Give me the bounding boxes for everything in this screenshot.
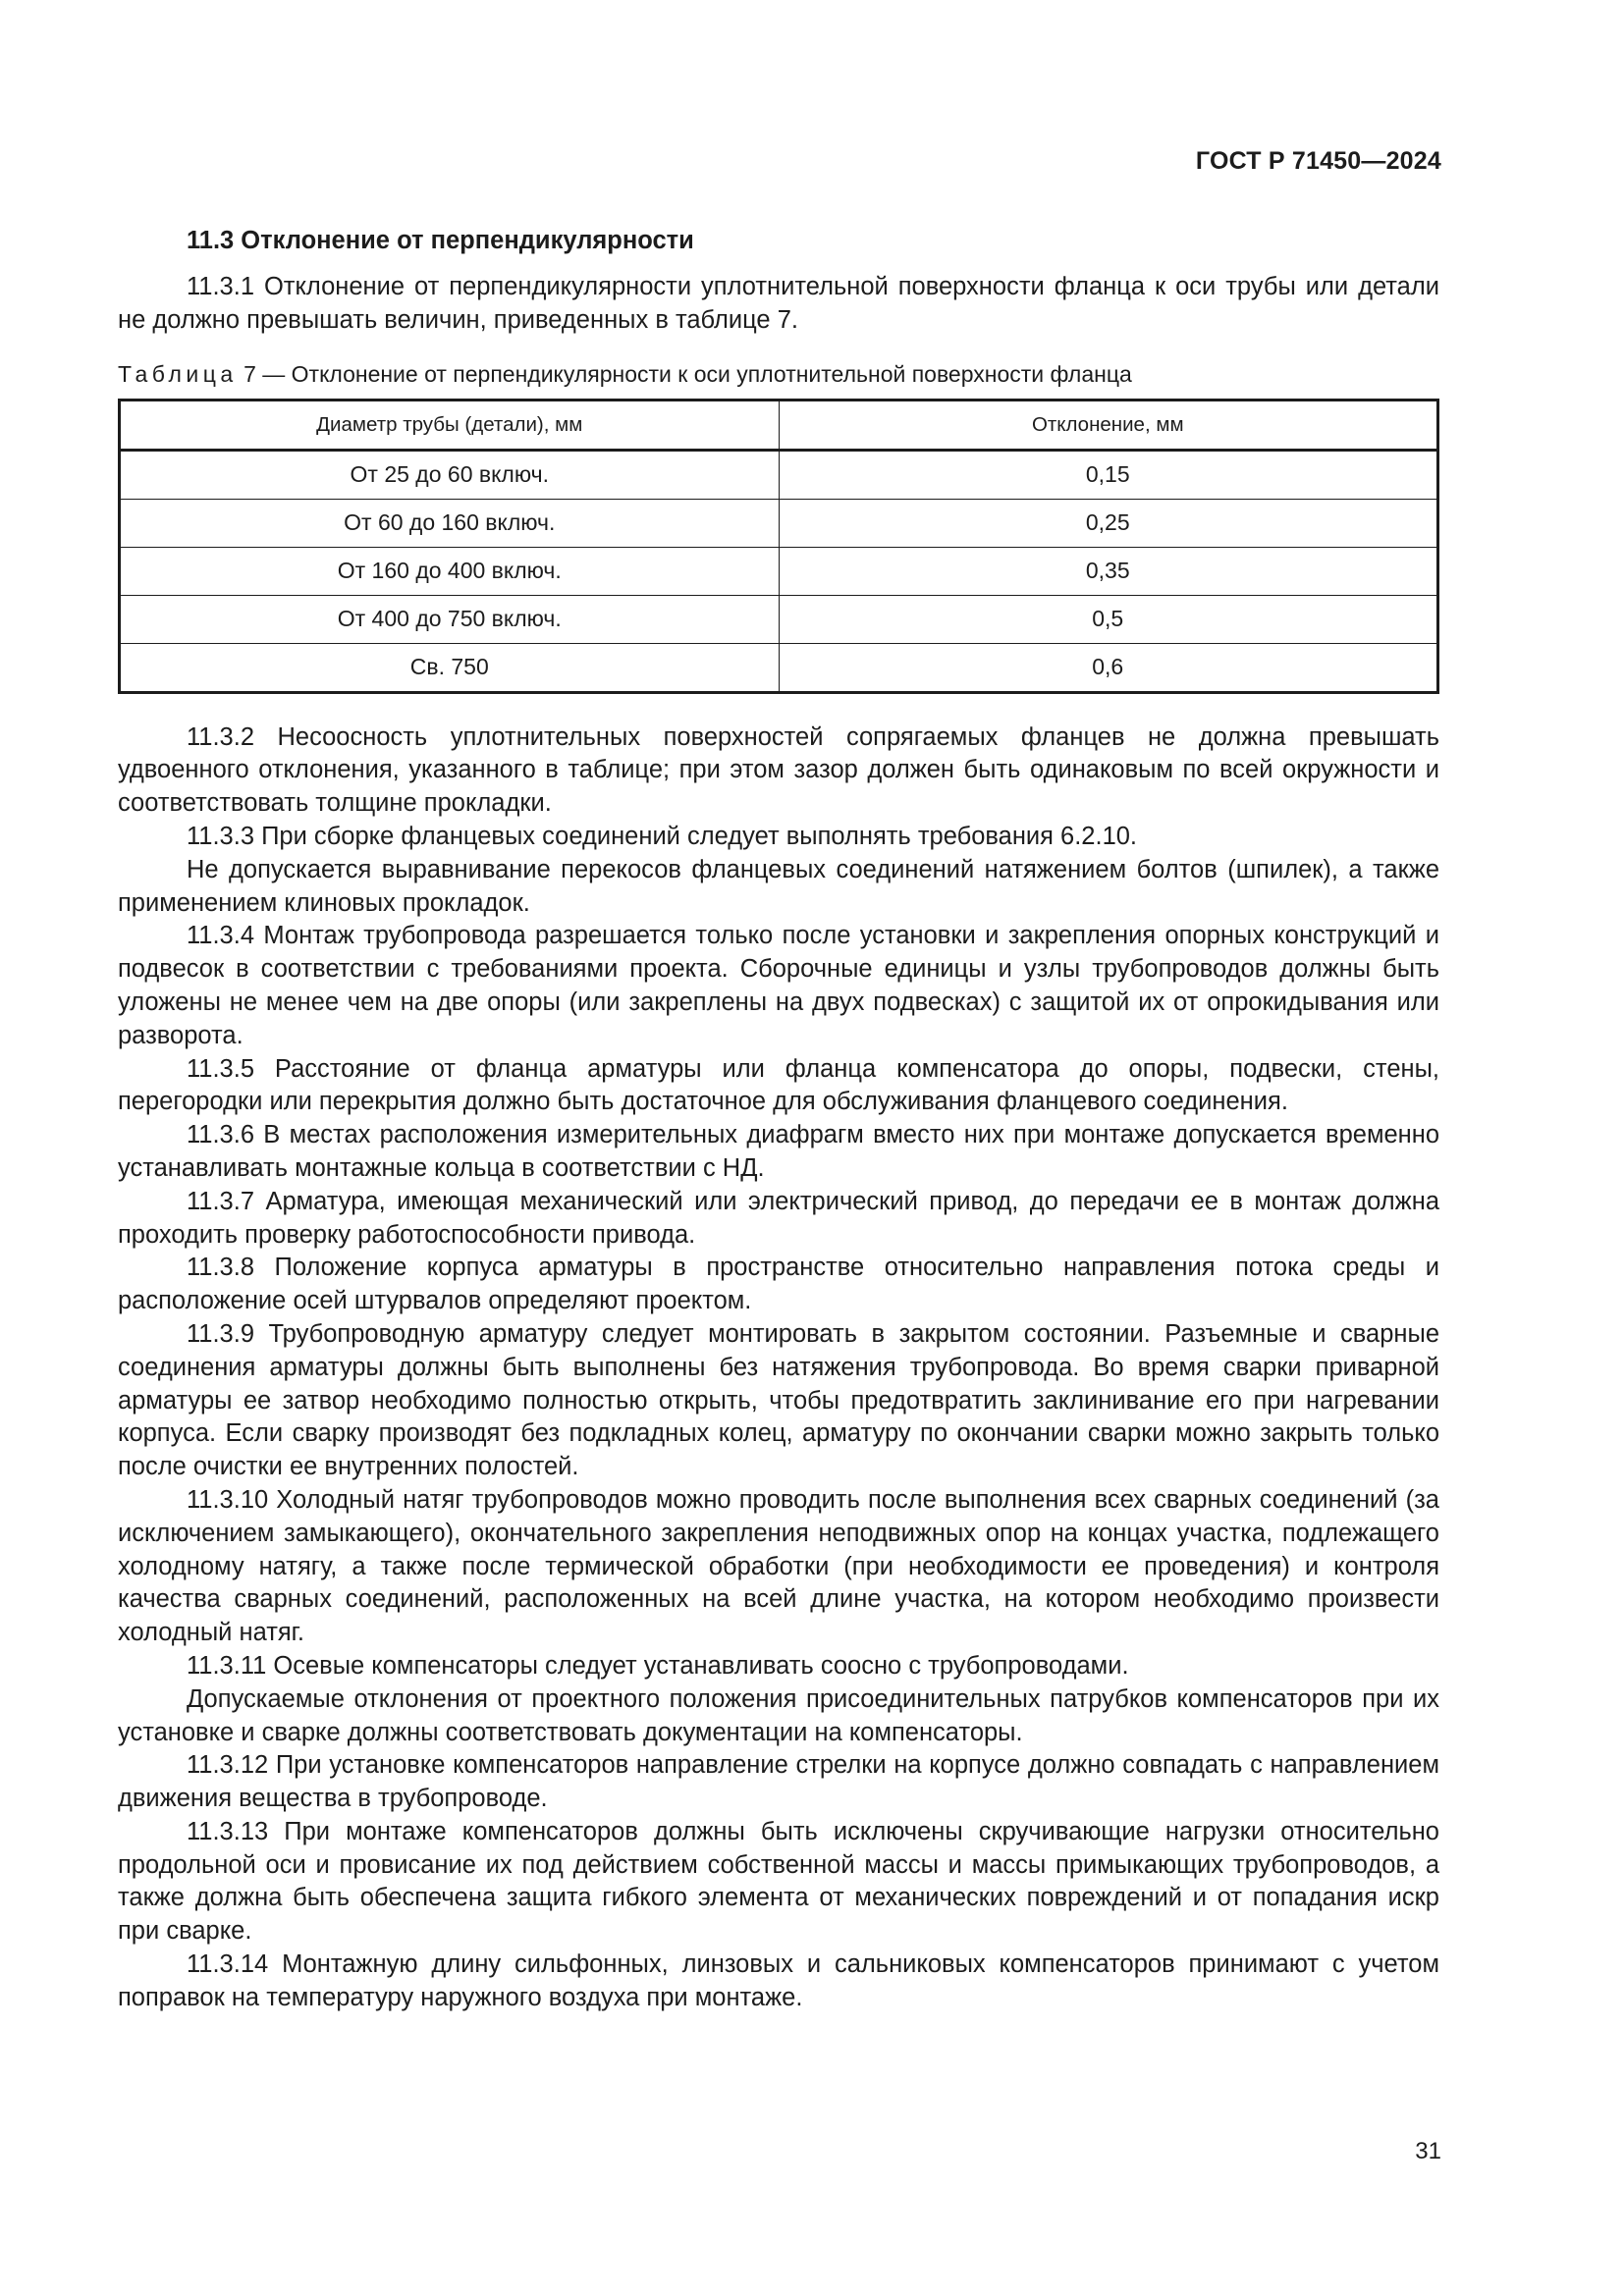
table-caption: [118, 359, 1439, 389]
table-caption-text: 7 — Отклонение от перпендикулярности к оси уплотнительной поверхности фланца: [237, 360, 1132, 387]
paragraph-11-3-3: 11.3.3 При сборке фланцевых соединений следует выполнять требования 6.2.10.: [187, 822, 1138, 850]
cell-deviation: 0,15: [779, 450, 1438, 499]
table-row: [120, 643, 1438, 692]
deviation-table: [118, 399, 1439, 694]
table-row: [120, 547, 1438, 595]
paragraph-11-3-1: 11.3.1 Отклонение от перпендикулярности уплотнительной поверхности фланца к оси трубы или детали не должно превышать величин, приведенных в таблице 7.: [118, 273, 1439, 334]
paragraph-11-3-9: 11.3.9 Трубопроводную арматуру следует монтировать в закрытом состоянии. Разъемные и сварные соединения арматуры должны быть выполнены без натяжения трубопровода. Во время сварки приварной арматуры ее затвор необходимо полностью открыть, чтобы предотвратить заклинивание его при нагревании корпуса. Если сварку производят без подкладных колец, арматуру по окончании сварки можно закрыть только после очистки ее внутренних полостей.: [118, 1319, 1439, 1481]
section-heading: 11.3 Отклонение от перпендикулярности: [187, 227, 694, 254]
page-number: 31: [1415, 2138, 1441, 2164]
table-row: [120, 450, 1438, 499]
paragraph-11-3-3-note: Не допускается выравнивание перекосов фланцевых соединений натяжением болтов (шпилек), а также применением клиновых прокладок.: [118, 855, 1439, 917]
table-row: [120, 595, 1438, 643]
paragraph-11-3-14: 11.3.14 Монтажную длину сильфонных, линзовых и сальниковых компенсаторов принимают с учетом поправок на температуру наружного воздуха при монтаже.: [118, 1950, 1439, 2011]
cell-deviation: 0,35: [779, 547, 1438, 595]
column-header-diameter: Диаметр трубы (детали), мм: [120, 400, 780, 450]
paragraph-11-3-11: 11.3.11 Осевые компенсаторы следует устанавливать соосно с трубопроводами.: [187, 1651, 1129, 1680]
table-header-row: [120, 400, 1438, 450]
table-row: [120, 499, 1438, 547]
paragraph-11-3-11-note: Допускаемые отклонения от проектного положения присоединительных патрубков компенсаторов при их установке и сварке должны соответствовать документации на компенсаторы.: [118, 1684, 1439, 1746]
cell-deviation: 0,6: [779, 643, 1438, 692]
paragraph-11-3-6: 11.3.6 В местах расположения измерительных диафрагм вместо них при монтаже допускается временно устанавливать монтажные кольца в соответствии с НД.: [118, 1121, 1439, 1182]
paragraph-11-3-13: 11.3.13 При монтаже компенсаторов должны быть исключены скручивающие нагрузки относительно продольной оси и провисание их под действием собственной массы и массы примыкающих трубопроводов, а также должна быть обеспечена защита гибкого элемента от механических повреждений и от попадания искр при сварке.: [118, 1817, 1439, 1946]
cell-diameter: Св. 750: [120, 643, 780, 692]
paragraph-11-3-12: 11.3.12 При установке компенсаторов направление стрелки на корпусе должно совпадать с направлением движения вещества в трубопроводе.: [118, 1751, 1439, 1813]
column-header-deviation: Отклонение, мм: [779, 400, 1438, 450]
paragraph-11-3-7: 11.3.7 Арматура, имеющая механический или электрический привод, до передачи ее в монтаж должна проходить проверку работоспособности привода.: [118, 1187, 1439, 1249]
table-caption-label: Таблица: [118, 360, 238, 387]
paragraph-11-3-5: 11.3.5 Расстояние от фланца арматуры или фланца компенсатора до опоры, подвески, стены, перегородки или перекрытия должно быть достаточное для обслуживания фланцевого соединения.: [118, 1054, 1439, 1116]
paragraph-11-3-8: 11.3.8 Положение корпуса арматуры в пространстве относительно направления потока среды и расположение осей штурвалов определяют проектом.: [118, 1254, 1439, 1315]
cell-diameter: От 400 до 750 включ.: [120, 595, 780, 643]
page-content: [118, 224, 1439, 2015]
cell-diameter: От 160 до 400 включ.: [120, 547, 780, 595]
cell-deviation: 0,5: [779, 595, 1438, 643]
cell-diameter: От 60 до 160 включ.: [120, 499, 780, 547]
paragraph-11-3-2: 11.3.2 Несоосность уплотнительных поверхностей сопрягаемых фланцев не должна превышать удвоенного отклонения, указанного в таблице; при этом зазор должен быть одинаковым по всей окружности и соответствовать толщине прокладки.: [118, 722, 1439, 818]
cell-diameter: От 25 до 60 включ.: [120, 450, 780, 499]
paragraph-11-3-10: 11.3.10 Холодный натяг трубопроводов можно проводить после выполнения всех сварных соединений (за исключением замыкающего), окончательного закрепления неподвижных опор на концах участка, подлежащего холодному натягу, а также после термической обработки (при необходимости ее проведения) и контроля качества сварных соединений, расположенных на всей длине участка, на котором необходимо произвести холодный натяг.: [118, 1485, 1439, 1647]
document-id: ГОСТ Р 71450—2024: [1195, 147, 1441, 175]
cell-deviation: 0,25: [779, 499, 1438, 547]
paragraph-11-3-4: 11.3.4 Монтаж трубопровода разрешается только после установки и закрепления опорных конструкций и подвесок в соответствии с требованиями проекта. Сборочные единицы и узлы трубопроводов должны быть уложены не менее чем на две опоры (или закреплены на двух подвесках) с защитой их от опрокидывания или разворота.: [118, 922, 1439, 1049]
